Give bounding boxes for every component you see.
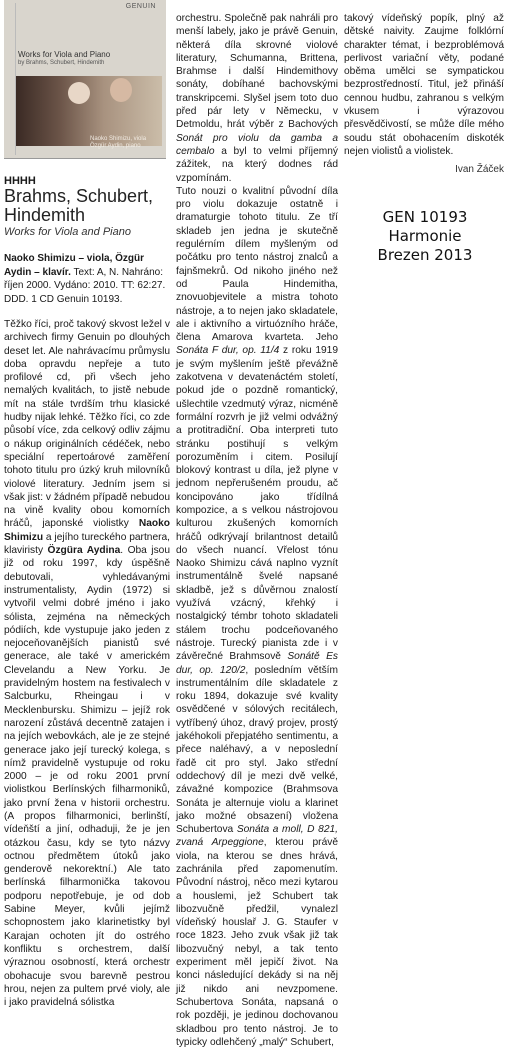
album-cover: [4, 0, 166, 159]
text-span: orchestru. Společně pak nahráli pro menší labely, jako je právě Genuin, některá díla skrovné violové literatury, Schumanna, Brittena, Brahmse i další Hindemithovy sonáty, dobíhané bachovskými transkripcemi. Slyšel jsem toto duo před pár lety v Německu, v Detmoldu, hrát výběr z Bachových: [176, 13, 338, 131]
cover-composers: by Brahms, Schubert, Hindemith: [18, 60, 105, 66]
text-span: . Oba jsou již od roku 1997, kdy úspěšně debutovali, vyhledávanými instrumentalisty, Aydin (1972) si vytvořil velmi dobré jméno i jako sólista, zejména na německých pódiích, kde vystupuje jako jeden z nejoceňovanějších pianistů své generace, ale také v americkém Clevelandu a New Yorku. Je pravidelným hostem na festivalech v Salcburku, Rheingau i v Mecklenbursku. Shimizu – jejíž rok narození zůstává decentně zatajen i na jejích webovkách, ale je ze stejné generace jako její turecký kolega, s nímž pravidelně vystupuje od roku 2000 – je od roku 2001 první violistkou Berlínských filharmoniků, jako první žena v historii orchestru. (A propos filharmonici, berlinští, vídeňští a jiní, odhaduji, že je jen otázkou času, kdy se tyto názvy octnou předmětem útoků jako genderově nekorektní.) Ale tato berlínská filharmonička takovou podporu nepotřebuje, je od dob Sabine Meyer, kvůli jejímž schopnostem jako klarinetistky byl Karajan ochoten jít do ostrého konfliktu s orchestrem, další výraznou osobností, která orchestr obohacuje svou barevně pestrou hrou, nejen za pultem prvé violy, ale i jako pravidelná sólistka: [4, 545, 170, 1009]
article-text-col1: [4, 318, 170, 1009]
source-issue: Brezen 2013: [377, 246, 473, 264]
cover-photo-face-2: [110, 78, 132, 102]
article-text-col2: [176, 12, 338, 1049]
cover-performer-1: Naoko Shimizu, viola: [90, 136, 147, 142]
article-text-col3: takový vídeňský popík, plný až dětské naivity. Zaujme folklórní charakter témat, i bezproblémová perlivost variační věty, podané oběma umělci se sympatickou bezprostředností. Titul, jež přináší cennou hudbu, zahranou s velkým vkusem i výrazovou přesvědčivostí, se může díle mého soudu stát obohacením diskoték nejen violistů a violistek.: [344, 13, 504, 157]
source-note: [350, 208, 500, 265]
right-column: [344, 12, 504, 175]
name-ozgur: Özgüra Aydina: [47, 545, 121, 557]
italic-title: Sonátě Es dur, op. 120/2: [176, 651, 338, 676]
text-span: Těžko říci, proč takový skvost ležel v archivech firmy Genuin po dlouhých deset let. Ale nahrávacímu průmyslu doba opravdu nepřeje a tuto profilové cd, při všech jeho nemalých kvalitách, to jistě nebude mít na stále tvrdším trhu klasické hudby nijak lehké. Těžko říci, co zde působí více, zda celkový odliv zájmu o nákup originálních cédéček, nebo speciální repertoárové zaměření tohoto titulu pro úzký kruh milovníků violové literatury. Jedním jsem si však jist: v žádném případě nebudou na vině kvality obou komorních hráčů, japonské violistky: [4, 319, 170, 530]
middle-column: [176, 12, 338, 1049]
review-title: Brahms, Schubert, Hindemith: [4, 186, 154, 225]
text-span: z roku 1919 je svým myšlením ještě převážně zakotvena v devatenáctém století, pokud jde o pozdně romantický, ušlechtile vzedmutý výraz, nicméně formální rozvrh je již velmi odvážný a protitradiční. Oba interpreti tuto stránku postihují s velkým porozuměním i citem. Posilují blokový kontrast u díla, jež plyne v jednom nepřerušeném proudu, ač koncipováno jako třídílná kompozice, a s velkou nástrojovou kulturou zkušených komorních hráčů odkrývají brilantnost detailů do všech nuancí. Vřelost tónu Naoko Shimizu cává naplno vyznít instrumentálně švelé napsané skladbě, jež s důvěrnou znalostí využívá vzácný, křehký i nostalgický témbr tohoto skladateli stálem trochu podceňovaného nástroje. Turecký pianista zde i v závěrečné Brahmsově: [176, 345, 339, 663]
text-span: Tuto nouzi o kvalitní původní díla pro violu dokazuje ostatně i dramaturgie tohoto titulu. Ze tří skladeb jen jedna je skutečně regulérním dílem myšleným od počátku pro tento nástroj znalců a fajnšmekrů. Od nikoho jiného než od Paula Hindemitha, znovuobjevitele a mistra tohoto nástroje, a to nejen jako skladatele, ale i aktivního a virtuózního hráče, člena Amarova kvarteta. Jeho: [176, 185, 338, 344]
rating: HHHH: [4, 175, 36, 187]
review-subtitle: Works for Viola and Piano: [4, 226, 131, 238]
cover-performer-2: Özgür Aydin, piano: [90, 143, 141, 149]
italic-title: Sonáta F dur, op. 11/4: [176, 345, 280, 357]
text-span: a byl to velmi příjemný zážitek, na který dodnes rád vzpomínám.: [176, 145, 338, 184]
source-code: GEN 10193: [382, 208, 468, 226]
author: Ivan Žáček: [455, 164, 504, 176]
italic-title: Sonáta a moll, D 821, zvaná Arpeggione: [176, 824, 338, 849]
italic-title: Sonát pro violu da gamba a cembalo: [176, 132, 338, 157]
text-span: , posledním větším instrumentálním díle skladatele z roku 1894, dokazuje své kvality osvědčené v sólových recitálech, vytříbený úhoz, dravý projev, prostý jakéhokoli přepjatého sentimentu, a přece naléhavý, a v neposlední řadě cit pro styl. Jako střední oddechový díl je mezi dvě velké, závažné kompozice (Brahmsova Sonáta je alternuje violu a klarinet jako možné obsazení) vložena Schubertova: [176, 664, 338, 836]
left-column: [4, 0, 170, 1009]
credits-performers: Naoko Shimizu – viola, Özgür Aydin – klavír.: [4, 253, 145, 278]
name-naoko: Naoko Shimizu: [4, 518, 170, 543]
credits: [4, 252, 170, 306]
text-span: , kterou právě viola, na kterou se dnes hrává, zachránila před zapomenutím. Původní nástroj, něco mezi kytarou a houslemi, jež Schubert tak libozvučně předžil, vynalezl vídeňský houslař J. G. Staufer v roce 1823. Jeho zvuk však již tak libozvučný nebyl, a tak tento experiment měl jepičí život. Na konci následující dekády si na něj již nikdo ani nevzpomene. Schubertova Sonáta, napsaná o rok později, je jedinou dochovanou skladbou pro tento nástroj. Je to typicky odlehčený „malý“ Schubert,: [176, 837, 338, 1048]
source-magazine: Harmonie: [388, 227, 462, 245]
cover-photo-face-1: [68, 82, 90, 104]
cover-label: GENUIN: [125, 3, 156, 10]
cover-title: Works for Viola and Piano: [18, 50, 111, 59]
credits-details: Text: A, N. Nahráno: říjen 2000. Vydáno: 2010. TT: 62:27. DDD. 1 CD Genuin 10193.: [4, 266, 166, 305]
text-span: a jejího tureckého partnera, klaviristy: [4, 531, 170, 557]
